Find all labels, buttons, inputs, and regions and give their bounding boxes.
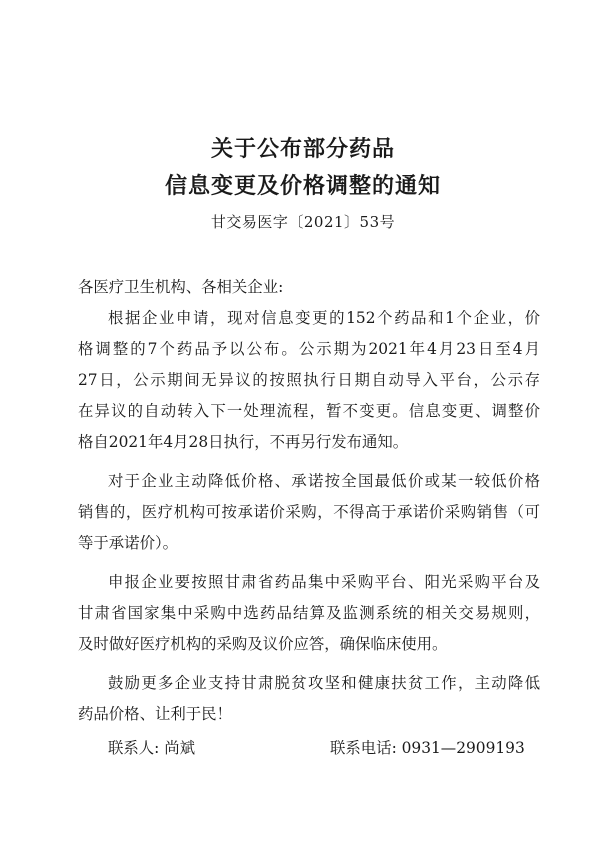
paragraph-line: 格自2021年4月28日执行，不再另行发布通知。 <box>78 433 409 451</box>
paragraph-line: 27日，公示期间无异议的按照执行日期自动导入平台，公示存 <box>78 371 540 389</box>
paragraph-line: 对于企业主动降低价格、承诺按全国最低价或某一较低价格 <box>108 472 540 490</box>
document-title-line-1: 关于公布部分药品 <box>210 136 395 162</box>
document-body <box>78 303 540 730</box>
paragraph-line: 鼓励更多企业支持甘肃脱贫攻坚和健康扶贫工作，主动降低 <box>108 674 540 692</box>
paragraph-line: 在异议的自动转入下一处理流程，暂不变更。信息变更、调整价 <box>78 402 540 420</box>
paragraph-line: 申报企业要按照甘肃省药品集中采购平台、阳光采购平台及 <box>108 573 540 591</box>
paragraph-4 <box>78 668 540 730</box>
paragraph-line: 根据企业申请，现对信息变更的152个药品和1个企业，价 <box>108 309 540 327</box>
paragraph-1 <box>78 303 540 458</box>
document-title-line-2: 信息变更及价格调整的通知 <box>164 173 441 199</box>
salutation: 各医疗卫生机构、各相关企业: <box>78 278 284 296</box>
paragraph-line: 及时做好医疗机构的采购及议价应答，确保临床使用。 <box>78 635 448 653</box>
paragraph-3 <box>78 567 540 660</box>
paragraph-2 <box>78 466 540 559</box>
contact-phone: 联系电话: 0931—2909193 <box>330 739 525 757</box>
paragraph-line: 格调整的7个药品予以公布。公示期为2021年4月23日至4月 <box>78 340 540 358</box>
paragraph-line: 等于承诺价）。 <box>78 534 179 552</box>
contact-person: 联系人: 尚斌 <box>108 739 196 757</box>
paragraph-line: 甘肃省国家集中采购中选药品结算及监测系统的相关交易规则， <box>78 604 540 622</box>
paragraph-line: 销售的，医疗机构可按承诺价采购，不得高于承诺价采购销售（可 <box>78 503 540 521</box>
paragraph-line: 药品价格、让利于民！ <box>78 705 232 723</box>
document-number: 甘交易医字〔2021〕53号 <box>210 213 396 231</box>
